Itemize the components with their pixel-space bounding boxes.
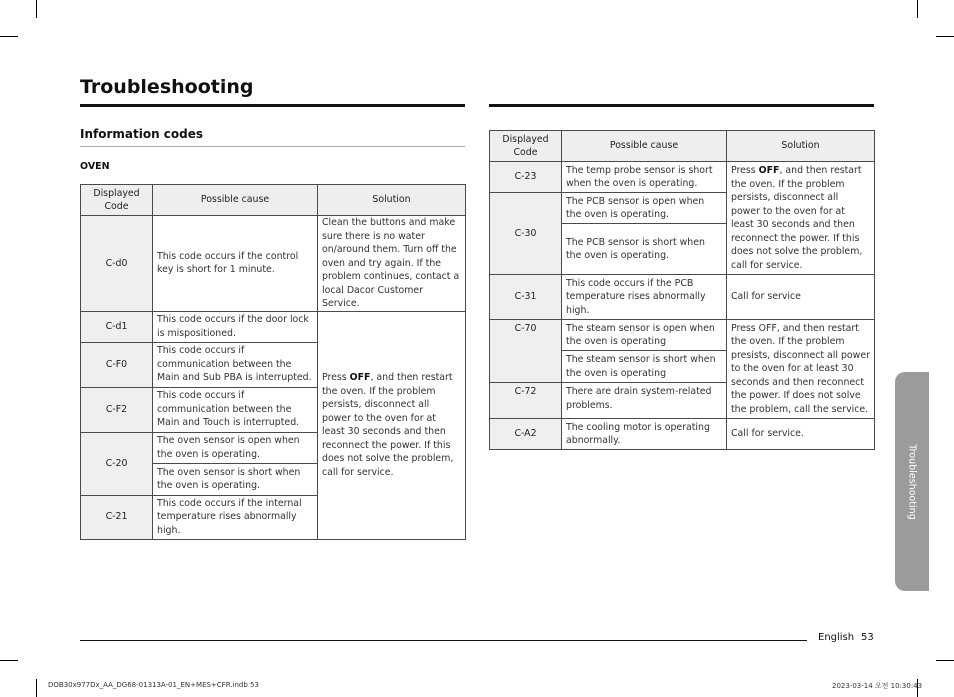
solution-cell (318, 311, 466, 539)
crop-mark (936, 36, 954, 37)
table-row (490, 275, 875, 320)
crop-mark (36, 679, 37, 697)
cause-cell: The steam sensor is short when the oven is operating (562, 351, 727, 383)
title-rule-left (80, 104, 465, 107)
solution-cell: Press OFF, and then restart the oven. If the problem presists, disconnect all power to the oven for at least 30 seconds and then reconnect the power. If does not solve the problem, call the service. (727, 320, 875, 419)
cause-cell: The cooling motor is operating abnormally. (562, 419, 727, 450)
code-cell: C-d1 (81, 311, 153, 342)
table-row (490, 320, 875, 351)
solution-cell (727, 162, 875, 275)
cause-cell: The PCB sensor is open when the oven is operating. (562, 193, 727, 224)
header-cause: Possible cause (153, 185, 318, 216)
code-cell: C-A2 (490, 419, 562, 450)
solution-text: , and then restart the oven. If the problem persists, disconnect all power to the oven for at least 30 seconds and then reconnect the power. If this does not solve the problem, call for service. (731, 165, 863, 271)
header-solution: Solution (318, 185, 466, 216)
code-cell: C-70 (490, 320, 562, 383)
header-code: Displayed Code (490, 131, 562, 162)
section-title: Information codes (80, 127, 204, 141)
page-number: 53 (861, 632, 874, 643)
cause-cell: There are drain system-related problems. (562, 383, 727, 419)
solution-cell: Clean the buttons and make sure there is no water on/around them. Turn off the oven and try again. If the problem continues, contact a local Dacor Customer Service. (318, 216, 466, 312)
crop-mark (936, 660, 954, 661)
oven-label: OVEN (80, 161, 110, 172)
code-cell: C-20 (81, 432, 153, 495)
table-row (490, 419, 875, 450)
print-slug-date: 2023-03-14 오전 10:30:43 (832, 682, 923, 690)
code-cell: C-F2 (81, 387, 153, 432)
code-cell: C-31 (490, 275, 562, 320)
table-row (81, 311, 466, 342)
header-cause: Possible cause (562, 131, 727, 162)
solution-cell: Call for service (727, 275, 875, 320)
cause-cell: The temp probe sensor is short when the oven is operating. (562, 162, 727, 193)
cause-cell: This code occurs if the internal temperature rises abnormally high. (153, 495, 318, 539)
side-tab-label: Troubleshooting (906, 443, 918, 520)
cause-cell: The oven sensor is short when the oven is operating. (153, 463, 318, 495)
right-codes-table (489, 130, 875, 450)
crop-mark (0, 660, 18, 661)
section-rule (80, 146, 465, 147)
code-cell: C-21 (81, 495, 153, 539)
header-solution: Solution (727, 131, 875, 162)
cause-cell: The steam sensor is open when the oven is operating (562, 320, 727, 351)
cause-cell: This code occurs if communication between the Main and Touch is interrupted. (153, 387, 318, 432)
table-row (490, 162, 875, 193)
left-codes-table (80, 184, 466, 540)
code-cell: C-d0 (81, 216, 153, 312)
crop-mark (36, 0, 37, 18)
cause-cell: This code occurs if the PCB temperature rises abnormally high. (562, 275, 727, 320)
footer-language: English (818, 632, 855, 643)
cause-cell: This code occurs if the door lock is mispositioned. (153, 311, 318, 342)
solution-cell: Call for service. (727, 419, 875, 450)
solution-text: Press (731, 165, 759, 176)
table-row (81, 216, 466, 312)
print-slug-file: DOB30x977Dx_AA_DG68-01313A-01_EN+MES+CFR.indb 53 (48, 681, 259, 689)
code-cell: C-F0 (81, 342, 153, 387)
cause-cell: The PCB sensor is short when the oven is operating. (562, 224, 727, 275)
cause-cell: The oven sensor is open when the oven is operating. (153, 432, 318, 463)
solution-text: Press (322, 372, 350, 383)
code-cell: C-30 (490, 193, 562, 275)
off-keyword: OFF (349, 372, 371, 383)
header-code: Displayed Code (81, 185, 153, 216)
solution-text: , and then restart the oven. If the problem persists, disconnect all power to the oven for at least 30 seconds and then reconnect the power. If this does not solve the problem, call for service. (322, 372, 454, 478)
title-rule-right (489, 104, 874, 107)
crop-mark (0, 36, 18, 37)
off-keyword: OFF (758, 165, 780, 176)
crop-mark (917, 0, 918, 18)
side-tab (895, 372, 929, 591)
footer-rule (80, 640, 807, 641)
page-title: Troubleshooting (80, 76, 254, 98)
code-cell: C-72 (490, 383, 562, 419)
code-cell: C-23 (490, 162, 562, 193)
cause-cell: This code occurs if the control key is short for 1 minute. (153, 216, 318, 312)
cause-cell: This code occurs if communication between the Main and Sub PBA is interrupted. (153, 342, 318, 387)
